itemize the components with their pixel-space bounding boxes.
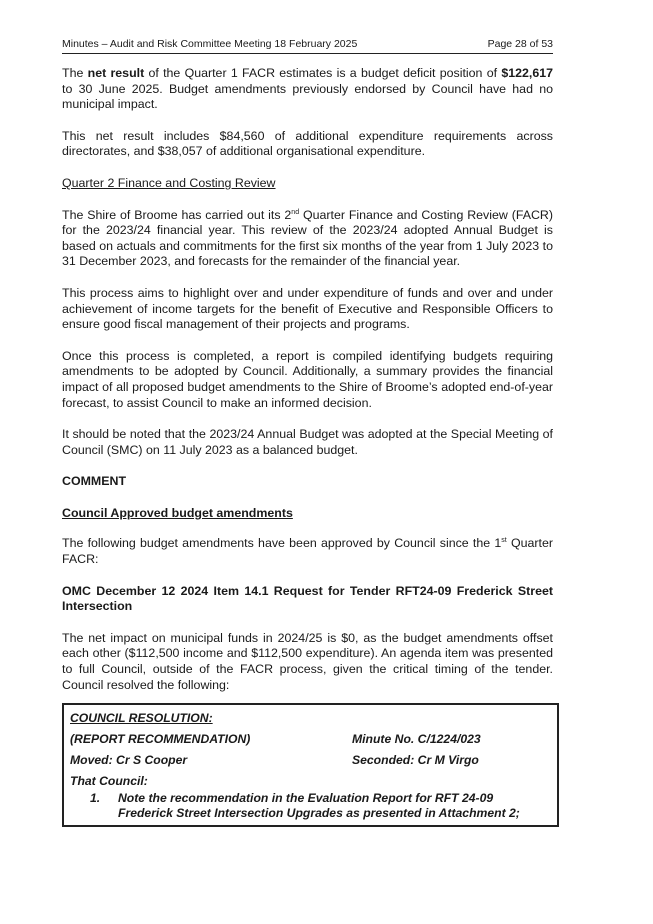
q2-review-heading: Quarter 2 Finance and Costing Review <box>62 175 276 190</box>
resolution-list-item <box>70 791 557 821</box>
paragraph-process-aims: This process aims to highlight over and under expenditure of funds and over and under achievement of income targets for the benefit of Executive and Responsible Officers to ensure good fiscal management of their projects and programs. <box>62 285 553 332</box>
deficit-amount: $122,617 <box>501 66 553 80</box>
approved-amendments-heading: Council Approved budget amendments <box>62 505 293 520</box>
paragraph-net-result: The net result of the Quarter 1 FACR estimates is a budget deficit position of $122,617 to 30 June 2025. Budget amendments previously endorsed by Council have had no municipal impact. <box>62 66 553 112</box>
resolution-title: COUNCIL RESOLUTION: <box>70 711 213 725</box>
page-number: Page 28 of 53 <box>487 38 553 50</box>
net-result-term: net result <box>87 66 145 80</box>
minute-number: Minute No. C/1224/023 <box>352 732 481 746</box>
council-resolution-box <box>62 703 559 827</box>
omc-item-heading: OMC December 12 2024 Item 14.1 Request for Tender RFT24-09 Frederick Street Intersection <box>62 583 553 614</box>
seconded-by: Seconded: Cr M Virgo <box>352 753 479 767</box>
paragraph-expenditure: This net result includes $84,560 of additional expenditure requirements across directorates, and $38,057 of additional organisational expenditure. <box>62 128 553 159</box>
list-number: 1. <box>90 791 101 805</box>
list-text: Note the recommendation in the Evaluation Report for RFT 24-09 Frederick Street Intersection Upgrades as presented in Attachment 2; <box>118 791 520 820</box>
paragraph-annual-budget: It should be noted that the 2023/24 Annual Budget was adopted at the Special Meeting of Council (SMC) on 11 July 2023 as a balanced budget. <box>62 427 553 457</box>
page-header <box>62 38 553 54</box>
paragraph-q2-review: The Shire of Broome has carried out its 2nd Quarter Finance and Costing Review (FACR) for the 2023/24 financial year. This review of the 2023/24 adopted Annual Budget is based on actuals and commitments for the first six months of the year from 1 July 2023 to 31 December 2023, and forecasts for the remainder of the financial year. <box>62 207 553 269</box>
document-body <box>62 66 553 709</box>
comment-heading: COMMENT <box>62 474 127 489</box>
that-council: That Council: <box>70 774 148 788</box>
moved-by: Moved: Cr S Cooper <box>70 753 188 767</box>
paragraph-approved-amendments: The following budget amendments have been approved by Council since the 1st Quarter FACR: <box>62 536 553 567</box>
resolution-row <box>70 732 557 747</box>
header-title: Minutes – Audit and Risk Committee Meeting 18 February 2025 <box>62 38 358 50</box>
paragraph-net-impact: The net impact on municipal funds in 2024/25 is $0, as the budget amendments offset each other ($112,500 income and $112,500 expenditure). An agenda item was presented to full Council, outside of the FACR process, given the critical timing of the tender. Council resolved the following: <box>62 630 553 692</box>
report-recommendation: (REPORT RECOMMENDATION) <box>70 732 251 746</box>
paragraph-report-compiled: Once this process is completed, a report is compiled identifying budgets requiring amendments to be adopted by Council. Additionally, a summary provides the financial impact of all proposed budget amendments to the Shire of Broome’s adopted end-of-year forecast, to assist Council to make an informed decision. <box>62 348 553 410</box>
resolution-row <box>70 753 557 768</box>
